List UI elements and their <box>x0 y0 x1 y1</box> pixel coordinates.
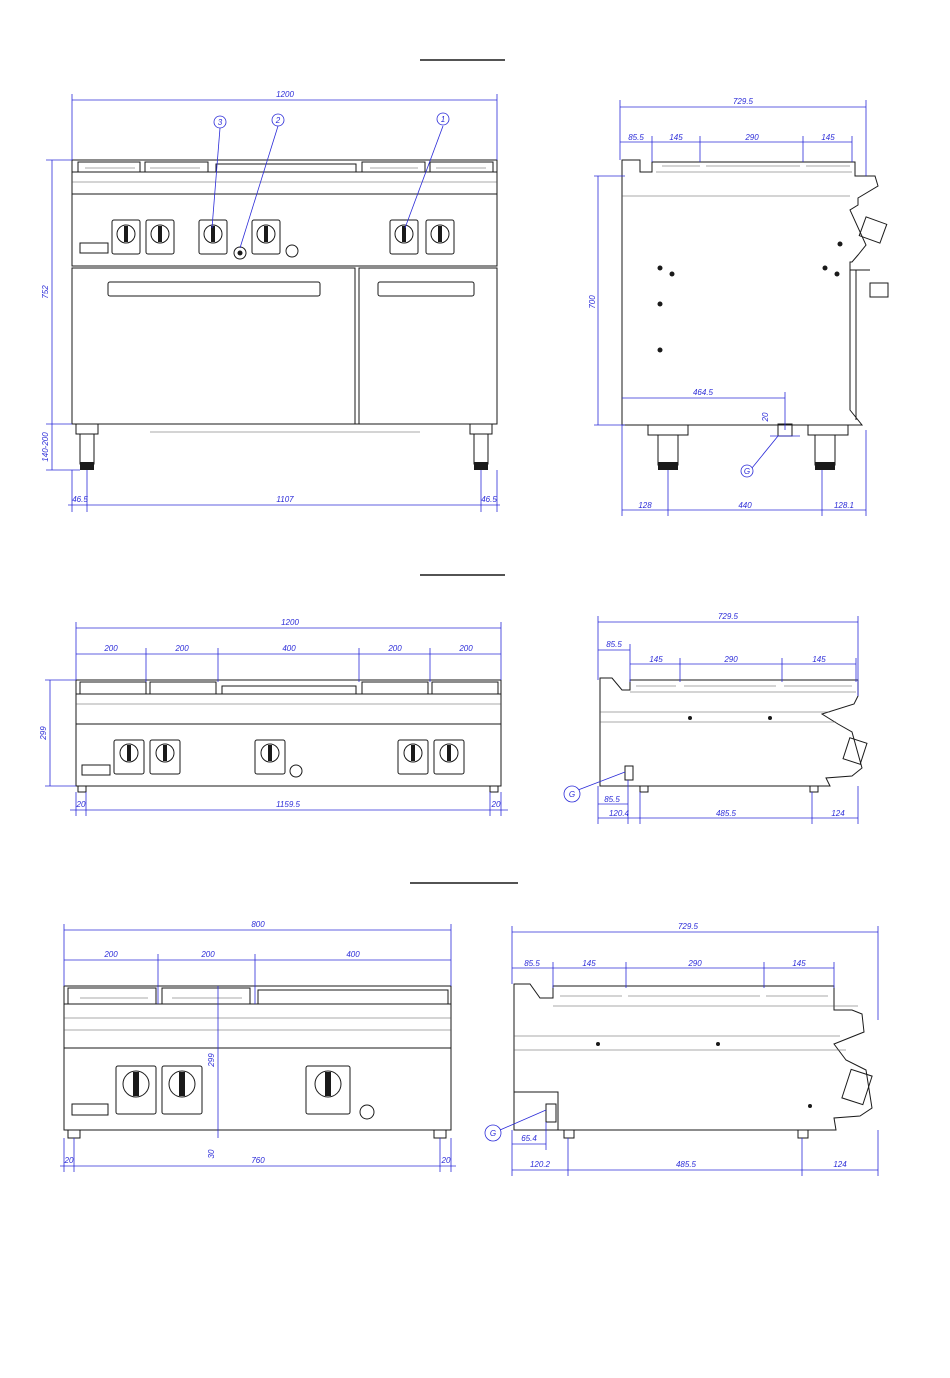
dim-side-top: 145 <box>649 655 663 664</box>
dim-side-top: 290 <box>724 655 738 664</box>
dim-side-bottom: 128.1 <box>833 501 855 510</box>
section-1-side-view <box>622 160 888 470</box>
dim-side-top: 290 <box>688 959 702 968</box>
dim-side-top: 145 <box>821 133 835 142</box>
dim-segment: 400 <box>282 644 296 653</box>
dim-segment: 200 <box>201 950 215 959</box>
dim-side-depth: 729.5 <box>717 612 739 621</box>
dim-side-bottom: 124 <box>833 1160 847 1169</box>
dim-side-depth: 729.5 <box>677 922 699 931</box>
dim-side-top: 145 <box>669 133 683 142</box>
adjustable-leg <box>76 424 98 470</box>
dim-side-depth: 729.5 <box>732 97 754 106</box>
dim-gas-depth: 464.5 <box>692 388 714 397</box>
dim-leg-height: 140-200 <box>41 432 50 462</box>
oven-door <box>72 268 355 424</box>
pilot-light <box>234 247 246 259</box>
control-knob[interactable] <box>162 1066 202 1114</box>
side-knob <box>842 1069 872 1104</box>
dim-side-bottom: 124 <box>831 809 845 818</box>
door-handle-side <box>870 283 888 297</box>
dim-front-height: 752 <box>41 285 50 299</box>
dim-segment: 200 <box>388 644 402 653</box>
ignition-button[interactable] <box>360 1105 374 1119</box>
dim-segment: 200 <box>104 950 118 959</box>
cabinet-door <box>359 268 497 424</box>
dim-foot-left: 20 <box>76 800 86 809</box>
dim-side-top: 145 <box>582 959 596 968</box>
section-1-front-view <box>72 160 497 470</box>
dim-foot-right: 20 <box>491 800 501 809</box>
control-knob[interactable] <box>398 740 428 774</box>
section-2-front-view <box>76 680 501 792</box>
dim-side-bottom: 128 <box>638 501 652 510</box>
dim-side-top: 85.5 <box>628 133 644 142</box>
dim-side-top: 145 <box>792 959 806 968</box>
gas-housing <box>514 1092 558 1130</box>
dim-front-offset: 85.5 <box>606 640 622 649</box>
dim-front-width: 1200 <box>281 618 299 627</box>
control-knob[interactable] <box>252 220 280 254</box>
adjustable-leg <box>470 424 492 470</box>
control-knob[interactable] <box>114 740 144 774</box>
gas-connection <box>546 1104 556 1122</box>
control-knob[interactable] <box>150 740 180 774</box>
dim-side-top: 85.5 <box>524 959 540 968</box>
dim-front-width: 1200 <box>276 90 294 99</box>
dim-gas-offset: 85.5 <box>604 795 620 804</box>
dim-front-height: 299 <box>207 1053 216 1067</box>
gas-callout-label: G <box>568 790 576 799</box>
dim-front-width: 800 <box>251 920 265 929</box>
callout-label: 3 <box>217 118 223 127</box>
gas-callout-label: G <box>743 467 751 476</box>
section-1-front-dimensions <box>46 94 500 512</box>
dim-foot-span: 1159.5 <box>276 800 300 809</box>
adjustable-leg <box>808 425 848 470</box>
dim-front-height: 299 <box>39 726 48 740</box>
dim-side-top: 290 <box>745 133 759 142</box>
section-3-side-view <box>514 984 872 1138</box>
dim-foot-left: 20 <box>64 1156 74 1165</box>
dim-side-bottom: 485.5 <box>675 1160 697 1169</box>
dim-segment: 400 <box>346 950 360 959</box>
dim-foot-height: 30 <box>207 1149 216 1159</box>
dim-foot-right: 20 <box>441 1156 451 1165</box>
control-knob[interactable] <box>426 220 454 254</box>
control-knob[interactable] <box>434 740 464 774</box>
dim-leg-offset-left: 46.5 <box>72 495 88 504</box>
dim-leg-offset-right: 46.5 <box>481 495 497 504</box>
dim-segment: 200 <box>175 644 189 653</box>
dim-side-bottom: 485.5 <box>715 809 737 818</box>
ignition-button[interactable] <box>286 245 298 257</box>
callout-label: 1 <box>440 115 446 124</box>
dim-gas-height: 20 <box>761 412 770 422</box>
control-knob[interactable] <box>116 1066 156 1114</box>
dim-leg-span: 1107 <box>276 495 294 504</box>
dim-foot-span: 760 <box>251 1156 265 1165</box>
control-knob[interactable] <box>146 220 174 254</box>
dim-side-bottom: 440 <box>738 501 752 510</box>
control-knob[interactable] <box>255 740 285 774</box>
cabinet-door-handle <box>378 282 474 296</box>
oven-door-handle <box>108 282 320 296</box>
control-knob[interactable] <box>306 1066 350 1114</box>
section-3-front-view <box>64 986 451 1138</box>
dim-side-bottom: 120.2 <box>529 1160 551 1169</box>
dim-side-bottom: 120.4 <box>608 809 630 818</box>
section-2-side-view <box>600 678 867 792</box>
dim-side-height: 700 <box>588 295 597 309</box>
gas-connection <box>625 766 633 780</box>
dim-segment: 200 <box>104 644 118 653</box>
adjustable-leg <box>648 425 688 470</box>
control-knob[interactable] <box>390 220 418 254</box>
brand-plate <box>72 1104 108 1115</box>
dim-segment: 200 <box>459 644 473 653</box>
brand-plate <box>82 765 110 775</box>
dim-side-top: 145 <box>812 655 826 664</box>
gas-callout-label: G <box>489 1129 497 1138</box>
dim-gas-offset: 65.4 <box>521 1134 537 1143</box>
control-knob[interactable] <box>199 220 227 254</box>
callout-label: 2 <box>275 116 281 125</box>
control-knob[interactable] <box>112 220 140 254</box>
ignition-button[interactable] <box>290 765 302 777</box>
brand-plate <box>80 243 108 253</box>
